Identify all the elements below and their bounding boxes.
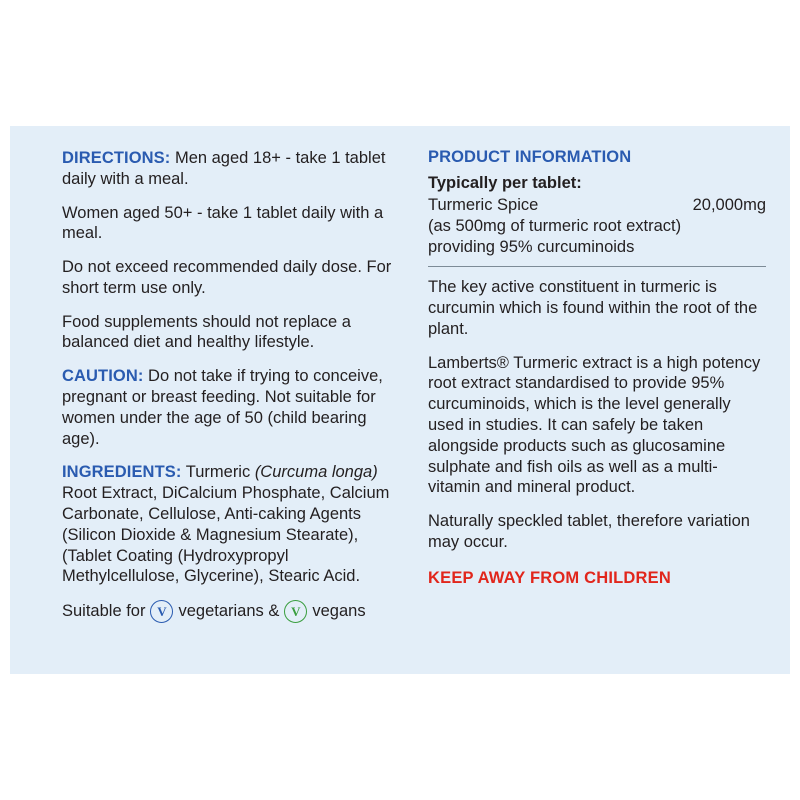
nutrient-sub-1: (as 500mg of turmeric root extract) [428, 216, 682, 235]
caution-text: Do not take if trying to conceive, pregnant or breast feeding. Not suitable for women under the age of 50 (child bearing age). [62, 367, 383, 448]
ingredients-paragraph [62, 462, 408, 587]
info-paragraph-3: Naturally speckled tablet, therefore variation may occur. [428, 512, 750, 551]
nutrient-row [428, 195, 766, 216]
ingredients-pre-italic: Turmeric [181, 463, 255, 482]
info-paragraph-2: Lamberts® Turmeric extract is a high potency root extract standardised to provide 95% curcuminoids, which is the level generally used in studies. It can safely be taken alongside products such as glucosamine sulphate and fish oils as well as a multi-vitamin and mineral product. [428, 353, 761, 497]
supplement-note-paragraph: Food supplements should not replace a balanced diet and healthy lifestyle. [62, 312, 351, 352]
ingredients-botanical-name: (Curcuma longa) [254, 463, 378, 482]
directions-text: Men aged 18+ - take 1 tablet daily with a meal. [62, 149, 386, 188]
nutrient-name: Turmeric Spice [428, 196, 539, 214]
typically-per-tablet-label: Typically per tablet: [428, 174, 582, 192]
suitable-for-row [62, 600, 408, 623]
vegetarian-label: vegetarians & [178, 602, 280, 621]
product-information-heading: PRODUCT INFORMATION [428, 148, 632, 166]
ingredients-heading: INGREDIENTS: [62, 463, 182, 482]
nutrient-sub-2: providing 95% curcuminoids [428, 237, 635, 256]
info-paragraph-1: The key active constituent in turmeric is curcumin which is found within the root of the plant. [428, 278, 758, 338]
keep-away-warning: KEEP AWAY FROM CHILDREN [428, 568, 671, 587]
vegan-icon: V [284, 600, 307, 623]
directions-heading: DIRECTIONS: [62, 149, 171, 167]
caution-heading: CAUTION: [62, 367, 144, 386]
directions-women-paragraph: Women aged 50+ - take 1 tablet daily with a meal. [62, 203, 384, 243]
product-label-panel [10, 126, 790, 674]
vegan-label: vegans [312, 602, 366, 621]
ingredients-rest: Root Extract, DiCalcium Phosphate, Calcium Carbonate, Cellulose, Anti-caking Agents (Silicon Dioxide & Magnesium Stearate), (Tablet Coating (Hydroxypropyl Methylcellulose, Glycerine), Stearic Acid. [62, 484, 390, 586]
divider [428, 266, 766, 267]
caution-paragraph [62, 366, 408, 449]
nutrient-amount: 20,000mg [692, 196, 766, 214]
label-right-column [422, 148, 766, 658]
label-left-column [62, 148, 422, 658]
dose-warning-paragraph: Do not exceed recommended daily dose. For short term use only. [62, 258, 392, 297]
directions-paragraph [62, 148, 408, 190]
vegetarian-icon: V [150, 600, 173, 623]
suitable-prefix: Suitable for [62, 602, 146, 621]
label-columns [10, 126, 790, 674]
